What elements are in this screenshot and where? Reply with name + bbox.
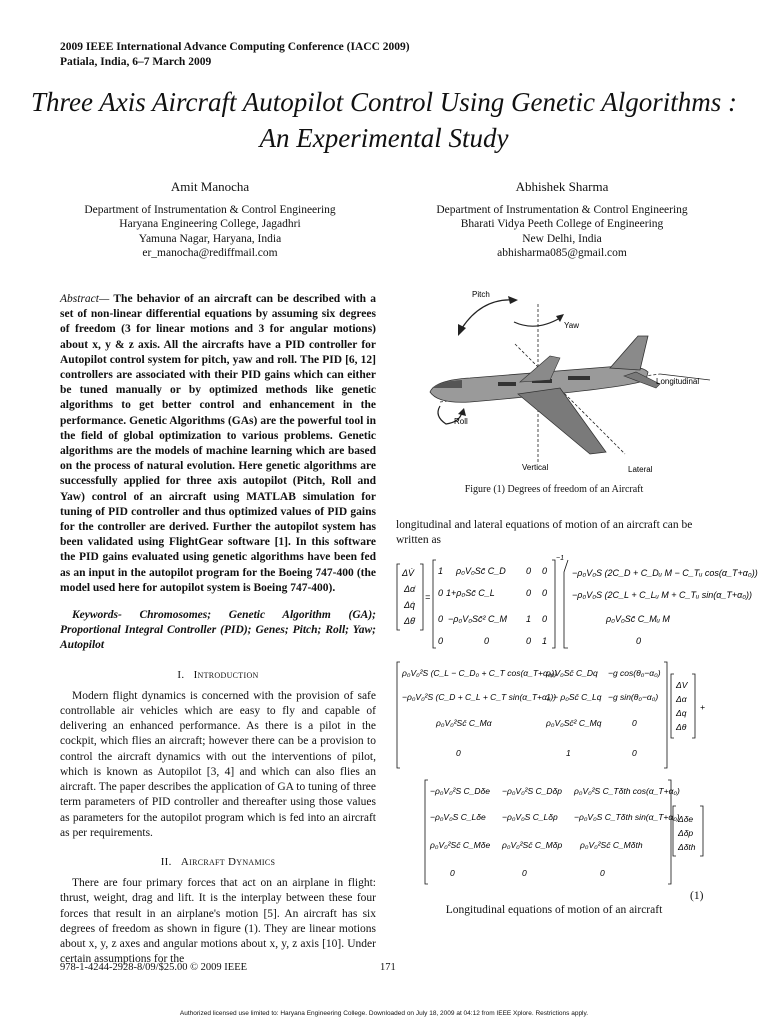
equation-block-2 [396, 660, 716, 772]
svg-text:−1: −1 [556, 555, 564, 562]
svg-text:0: 0 [542, 614, 548, 624]
svg-text:ρ₀V₀²Sc̄ C_Mδe: ρ₀V₀²Sc̄ C_Mδe [430, 840, 491, 850]
svg-text:Δq: Δq [676, 708, 687, 718]
label-lateral: Lateral [628, 465, 653, 474]
svg-text:−ρ₀V₀²S C_Dδp: −ρ₀V₀²S C_Dδp [502, 786, 562, 796]
svg-text:−ρ₀V₀S C_Tδth sin(α_T+α₀): −ρ₀V₀S C_Tδth sin(α_T+α₀) [574, 812, 680, 822]
section-title: Introduction [193, 668, 259, 681]
svg-text:=: = [425, 592, 431, 602]
equation-matrix-1 [396, 552, 758, 656]
yaw-arrow [514, 318, 560, 326]
author-email[interactable]: abhisharma085@gmail.com [497, 247, 627, 259]
svg-text:−ρ₀V₀²S C_Dδe: −ρ₀V₀²S C_Dδe [430, 786, 490, 796]
roll-arrowhead [458, 408, 466, 416]
conference-name: 2009 IEEE International Advance Computing Conference (IACC 2009) [60, 41, 410, 53]
svg-text:−ρ₀V₀²S (C_D + C_L + C_T sin(α: −ρ₀V₀²S (C_D + C_L + C_T sin(α_T+α₀)) [402, 692, 557, 702]
keywords-text: Chromosomes; Genetic Algorithm (GA); Proportional Integral Controller (PID); Genes; Pitch; Roll; Yaw; Autopilot [60, 609, 376, 652]
keywords-label: Keywords- [72, 609, 122, 622]
svg-text:0: 0 [526, 566, 532, 576]
author-name: Abhishek Sharma [515, 179, 609, 194]
svg-text:0: 0 [438, 636, 444, 646]
vertical-stabilizer [610, 336, 648, 370]
svg-text:0: 0 [522, 868, 527, 878]
author-dept: Department of Instrumentation & Control Engineering [436, 203, 688, 216]
svg-text:1 − ρ₀Sc̄ C_Lq: 1 − ρ₀Sc̄ C_Lq [546, 692, 602, 702]
label-roll: Roll [454, 417, 468, 426]
svg-text:+: + [700, 702, 705, 712]
svg-text:0: 0 [542, 566, 548, 576]
pitch-arrow [462, 300, 514, 328]
author-block-1 [45, 180, 375, 261]
svg-text:0: 0 [526, 588, 532, 598]
equation-intro: longitudinal and lateral equations of motion of an aircraft can be written as [396, 519, 693, 546]
author-city: New Delhi, India [522, 232, 602, 245]
equation-number: (1) [690, 890, 704, 902]
svg-text:−ρ₀V₀S (2C_L + C_Lᵤ M + C_Tᵤ s: −ρ₀V₀S (2C_L + C_Lᵤ M + C_Tᵤ sin(α_T+α₀)) [572, 590, 753, 600]
svg-text:0: 0 [632, 748, 637, 758]
equation-matrix-3 [410, 776, 710, 888]
svg-text:−ρ₀V₀S C_Lδp: −ρ₀V₀S C_Lδp [502, 812, 558, 822]
left-column [60, 292, 376, 967]
equation-block-3 [410, 776, 710, 888]
author-college: Bharati Vidya Peeth College of Engineering [460, 218, 664, 230]
author-name: Amit Manocha [170, 179, 250, 194]
svg-text:1: 1 [566, 748, 571, 758]
wing [518, 388, 606, 454]
svg-text:ρ₀V₀²Sc̄ C_Mδp: ρ₀V₀²Sc̄ C_Mδp [502, 840, 563, 850]
label-longitudinal: Longitudinal [656, 377, 700, 386]
svg-text:ρ₀V₀Sc̄ C_Mᵤ M: ρ₀V₀Sc̄ C_Mᵤ M [606, 614, 670, 624]
svg-text:ρ₀V₀²S C_Tδth cos(α_T+α₀): ρ₀V₀²S C_Tδth cos(α_T+α₀) [574, 786, 680, 796]
svg-text:Δα: Δα [676, 694, 687, 704]
svg-text:1: 1 [438, 566, 444, 576]
svg-text:0: 0 [438, 588, 444, 598]
svg-text:ΔV̇: ΔV̇ [402, 568, 415, 578]
svg-text:−ρ₀V₀S C_Lδe: −ρ₀V₀S C_Lδe [430, 812, 486, 822]
svg-text:0: 0 [636, 636, 642, 646]
svg-text:0: 0 [542, 588, 548, 598]
svg-text:Δδth: Δδth [678, 842, 696, 852]
svg-text:Δq̇: Δq̇ [404, 600, 416, 610]
svg-text:0: 0 [450, 868, 455, 878]
author-block-2 [397, 180, 727, 261]
abstract: Abstract— The behavior of an aircraft can be described with a set of non-linear differential equations by assuming six degrees of freedom (3 for linear motions and 3 for angular motions) about x, y & z axis. All the aircrafts have a PID controller for Autopilot control system for pitch, yaw and roll. The PID [6, 12] controllers are associated with their PID gains which can either be tuned manually or by optimized methods like genetic algorithms to get better control and enhancement in the performance. Genetic Algorithms (GAs) are the powerful tool in the field of global optimization to various problems. Genetic algorithms are the models of machine learning which are based on the process of natural evolution. Here genetic algorithms are successfully applied for three axis autopilot (Pitch, Roll and Yaw) control of an aircraft using MATLAB simulation for tuning of PID controller and thus optimized values of PID gains for the controller are derived. Further the autopilot system has been validated using FlightGear software [1]. In this software the PID gains evaluated using genetic algorithms have been fed as an input in the autopilot program for the Boeing 747-400 (the model used here for autopilot system is Boeing 747-400). [60, 293, 377, 594]
dynamics-paragraph: There are four primary forces that act on an airplane in flight: thrust, weight, drag and lift. It is the interplay between these four forces that result in an airplane's motion [5]. An aircraft has six degrees of freedom as shown in figure (1). They are linear motions about x, y, z axes and angular motions about x, y, z axis [10]. Under certain assumptions for the [60, 877, 376, 966]
svg-text:1+ρ₀Sc̄ C_L: 1+ρ₀Sc̄ C_L [446, 588, 495, 598]
equation-matrix-2 [396, 660, 716, 772]
svg-text:1: 1 [542, 636, 548, 646]
page-number: 171 [380, 962, 396, 973]
conference-header [60, 40, 410, 70]
author-email[interactable]: er_manocha@rediffmail.com [142, 247, 278, 259]
abstract-text: The behavior of an aircraft can be described with a set of non-linear differential equations by assuming six degrees of freedom (3 for linear motions and 3 for angular motions) about x, y & z axis. All the aircrafts have a PID controller for Autopilot control system for pitch, yaw and roll. The PID [6, 12] controllers are associated with their PID gains which can either be tuned manually or by optimized methods like genetic algorithms to get better control and enhancement in the performance. Genetic Algorithms (GAs) are the powerful tool in the field of global optimization to various problems. Genetic algorithms are the models of machine learning which are based on the process of natural evolution. Here genetic algorithms are successfully applied for three axis autopilot (Pitch, Roll and Yaw) control of an aircraft using MATLAB simulation for tuning of PID controller and thus optimized values of PID gains for the controller are derived. Further the autopilot system has been validated using FlightGear software [1]. In this software the PID gains evaluated using genetic algorithms have been fed as an input in the autopilot program for the Boeing 747-400 (the model used here for autopilot system is Boeing 747-400). [60, 293, 377, 594]
svg-text:1: 1 [526, 614, 532, 624]
abstract-label: Abstract [60, 293, 99, 305]
svg-text:ρ₀V₀Sc̄² C_Mq: ρ₀V₀Sc̄² C_Mq [546, 718, 602, 728]
pitch-arrowhead [458, 324, 466, 336]
author-college: Haryana Engineering College, Jagadhri [119, 218, 301, 230]
svg-text:ΔV: ΔV [676, 680, 688, 690]
pitch-arrowhead-2 [508, 296, 518, 304]
svg-text:Δδp: Δδp [678, 828, 694, 838]
author-dept: Department of Instrumentation & Control Engineering [84, 203, 336, 216]
svg-text:Δδe: Δδe [678, 814, 694, 824]
svg-text:0: 0 [438, 614, 444, 624]
aircraft-diagram [410, 284, 710, 480]
intro-paragraph: Modern flight dynamics is concerned with the provision of safe controllable air vehicles which are easy to fly and capable of delivering an enhanced performance. As there is a pilot in the cockpit, which flies an aircraft; however there can be a provision to control the aircraft dynamics with out the interventions of pilot, which is known as Autopilot [3, 4] and which can also flies an aircraft. The paper describes the application of GA to tuning of three term parameters of PID controller and thereafter using those values as parameters for the autopilot program which is fed into an aircraft as per requirements. [60, 689, 376, 839]
svg-text:−g cos(θ₀−α₀): −g cos(θ₀−α₀) [608, 668, 661, 678]
svg-text:0: 0 [600, 868, 605, 878]
svg-text:Δθ: Δθ [676, 722, 687, 732]
svg-text:Δθ̇: Δθ̇ [404, 616, 415, 626]
svg-text:ρ₀V₀²S (C_L − C_D₀ + C_T cos(α: ρ₀V₀²S (C_L − C_D₀ + C_T cos(α_T+α₀)) [402, 668, 558, 678]
svg-text:0: 0 [526, 636, 532, 646]
svg-text:ρ₀V₀Sc̄ C_Dq: ρ₀V₀Sc̄ C_Dq [546, 668, 598, 678]
section-number: II. [160, 855, 172, 868]
footer-copyright: 978-1-4244-2928-8/09/$25.00 © 2009 IEEE [60, 962, 248, 973]
svg-text:ρ₀V₀Sc̄ C_D: ρ₀V₀Sc̄ C_D [456, 566, 506, 576]
svg-text:ρ₀V₀²Sc̄ C_Mα: ρ₀V₀²Sc̄ C_Mα [436, 718, 492, 728]
keywords [60, 608, 376, 654]
label-pitch: Pitch [472, 290, 490, 299]
section-number: I. [177, 668, 185, 681]
section-heading-dynamics [60, 855, 376, 870]
equation-caption: Longitudinal equations of motion of an aircraft [445, 904, 663, 916]
svg-text:0: 0 [632, 718, 637, 728]
svg-text:0: 0 [484, 636, 490, 646]
section-heading-intro [60, 668, 376, 683]
svg-text:0: 0 [456, 748, 461, 758]
svg-text:Δα̇: Δα̇ [404, 584, 416, 594]
section-title: Aircraft Dynamics [180, 855, 276, 868]
figure-caption: Figure (1) Degrees of freedom of an Aircraft [464, 484, 644, 495]
svg-text:−ρ₀V₀S (2C_D + C_Dᵤ M − C_Tᵤ c: −ρ₀V₀S (2C_D + C_Dᵤ M − C_Tᵤ cos(α_T+α₀)) [572, 568, 758, 578]
svg-text:−g sin(θ₀−α₀): −g sin(θ₀−α₀) [608, 692, 659, 702]
author-city: Yamuna Nagar, Haryana, India [138, 232, 282, 245]
license-notice: Authorized licensed use limited to: Haryana Engineering College. Downloaded on July 18, 2009 at 04:12 from IEEE Xplore. Restrictions apply. [179, 1010, 589, 1017]
label-yaw: Yaw [564, 321, 579, 330]
yaw-arrowhead [556, 314, 564, 322]
paper-title: Three Axis Aircraft Autopilot Control Using Genetic Algorithms : An Experimental Study [31, 87, 737, 153]
svg-text:ρ₀V₀²Sc̄ C_Mδth: ρ₀V₀²Sc̄ C_Mδth [580, 840, 643, 850]
svg-text:−ρ₀V₀Sc̄² C_M: −ρ₀V₀Sc̄² C_M [448, 614, 508, 624]
conference-location: Patiala, India, 6–7 March 2009 [60, 56, 212, 68]
label-vertical: Vertical [522, 463, 549, 472]
aircraft-figure [410, 284, 710, 480]
equation-block-1 [396, 552, 758, 656]
